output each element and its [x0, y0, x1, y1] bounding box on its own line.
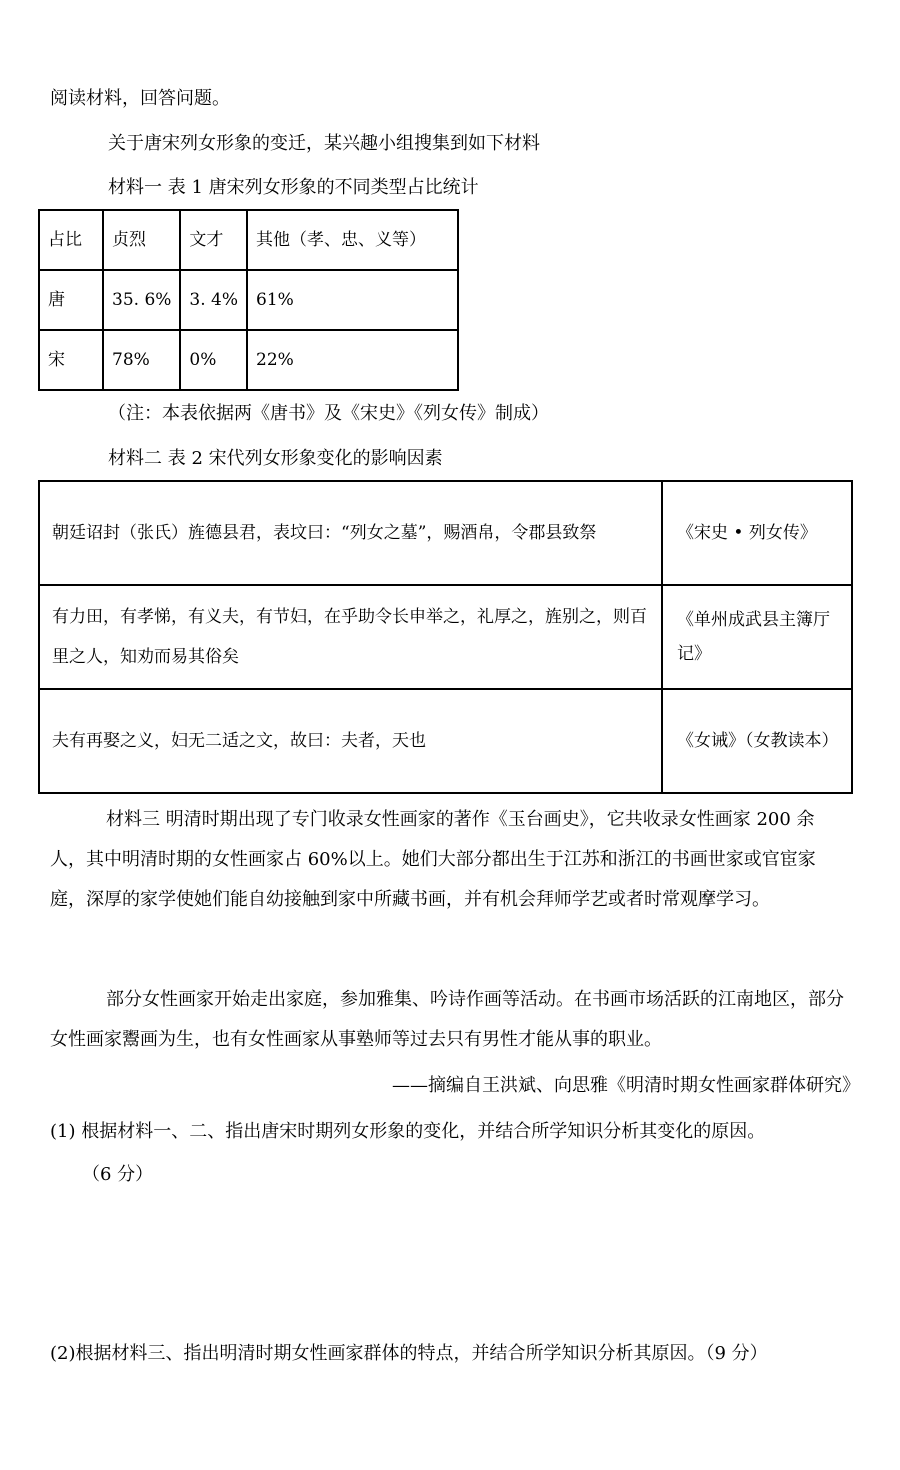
material3-paragraph-1: 材料三 明清时期出现了专门收录女性画家的著作《玉台画史》，它共收录女性画家 200 余人，其中明清时期的女性画家占 60%以上。她们大部分都出生于江苏和浙江的书画世家或官宦家庭，深厚的家学使她们能自幼接触到家中所藏书画，并有机会拜师学艺或者时常观摩学习。	[50, 809, 816, 910]
table-cell: 唐	[39, 270, 103, 330]
table-row	[39, 689, 852, 793]
table-cell: 22%	[247, 330, 458, 390]
question-2: (2)根据材料三、指出明清时期女性画家群体的特点，并结合所学知识分析其原因。（9 分）	[50, 1343, 768, 1364]
table-cell: 78%	[103, 330, 180, 390]
table-cell: 35. 6%	[103, 270, 180, 330]
table-row	[39, 270, 458, 330]
table-2	[38, 480, 853, 794]
table-cell: 夫有再娶之义，妇无二适之文，故曰：夫者，天也	[39, 689, 662, 793]
table-header-row	[39, 210, 458, 270]
heading: 阅读材料，回答问题。	[50, 88, 230, 109]
question-1-score: （6 分）	[82, 1164, 154, 1185]
table-header-cell: 占比	[39, 210, 103, 270]
table-row	[39, 330, 458, 390]
intro: 关于唐宋列女形象的变迁，某兴趣小组搜集到如下材料	[108, 133, 540, 154]
citation: ——摘编自王洪斌、向思雅《明清时期女性画家群体研究》	[392, 1075, 860, 1096]
table-note: （注：本表依据两《唐书》及《宋史》《列女传》制成）	[108, 403, 549, 424]
question-1: (1) 根据材料一、二、指出唐宋时期列女形象的变化，并结合所学知识分析其变化的原因。	[50, 1121, 766, 1142]
table-cell-source: 《单州成武县主簿厅记》	[662, 585, 852, 689]
table-header-cell: 其他（孝、忠、义等）	[247, 210, 458, 270]
table-header-cell: 贞烈	[103, 210, 180, 270]
table-cell: 有力田，有孝悌，有义夫，有节妇，在乎助令长申举之，礼厚之，旌别之，则百里之人，知劝而易其俗矣	[39, 585, 662, 689]
table-cell-source: 《女诫》（女教读本）	[662, 689, 852, 793]
table-1	[38, 209, 459, 391]
material2-caption: 材料二 表 2 宋代列女形象变化的影响因素	[108, 448, 443, 469]
table-row	[39, 481, 852, 585]
table-cell: 61%	[247, 270, 458, 330]
table-cell: 0%	[180, 330, 247, 390]
material3-paragraph-2: 部分女性画家开始走出家庭，参加雅集、吟诗作画等活动。在书画市场活跃的江南地区，部分女性画家鬻画为生，也有女性画家从事塾师等过去只有男性才能从事的职业。	[50, 989, 844, 1050]
material1-caption: 材料一 表 1 唐宋列女形象的不同类型占比统计	[108, 177, 479, 198]
table-cell-source: 《宋史 • 列女传》	[662, 481, 852, 585]
table-cell: 3. 4%	[180, 270, 247, 330]
table-cell: 朝廷诏封（张氏）旌德县君，表坟曰：“列女之墓”，赐酒帛，令郡县致祭	[39, 481, 662, 585]
table-header-cell: 文才	[180, 210, 247, 270]
table-cell: 宋	[39, 330, 103, 390]
table-row	[39, 585, 852, 689]
